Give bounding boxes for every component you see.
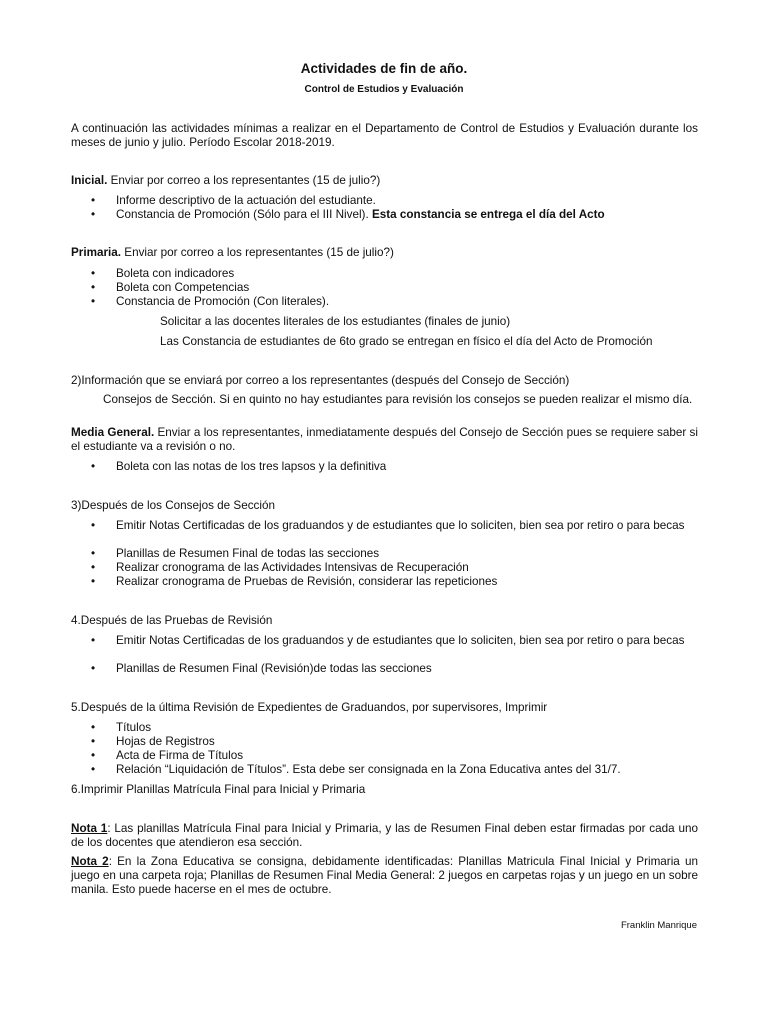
nota2-label: Nota 2: [71, 855, 109, 868]
nota2-paragraph: [71, 855, 698, 897]
inicial-text: Enviar por correo a los representantes (15 de julio?): [107, 174, 381, 187]
primaria-note: Solicitar a las docentes literales de los estudiantes (finales de junio): [160, 315, 511, 328]
document-subtitle: Control de Estudios y Evaluación: [304, 84, 464, 95]
media-general-paragraph: [71, 426, 698, 454]
list-item: • Títulos: [116, 721, 701, 735]
list-item: • Informe descriptivo de la actuación del estudiante.: [116, 194, 701, 208]
inicial-heading: [71, 174, 698, 188]
list-item: • Realizar cronograma de Pruebas de Revisión, considerar las repeticiones: [116, 575, 701, 589]
nota1-paragraph: [71, 822, 698, 850]
list-item: [116, 208, 701, 222]
primaria-heading: [71, 246, 698, 260]
list-item-text: Constancia de Promoción (Sólo para el III Nivel).: [116, 208, 369, 221]
section3-heading: 3)Después de los Consejos de Sección: [71, 499, 276, 512]
primaria-text: Enviar por correo a los representantes (15 de julio?): [121, 246, 394, 259]
intro-paragraph: A continuación las actividades mínimas a realizar en el Departamento de Control de Estudios y Evaluación durante los meses de junio y julio. Período Escolar 2018-2019.: [71, 122, 698, 149]
nota2-text: : En la Zona Educativa se consigna, debidamente identificadas: Planillas Matricula Final Inicial y Primaria un juego en una carpeta roja; Planillas de Resumen Final Media General: 2 juegos en carpetas rojas y un juego en un sobre manila. Esto puede hacerse en el mes de octubre.: [71, 855, 698, 896]
list-item: • Constancia de Promoción (Con literales).: [116, 295, 701, 309]
signature: Franklin Manrique: [620, 920, 697, 931]
list-item: • Emitir Notas Certificadas de los graduandos y de estudiantes que lo soliciten, bien sea por retiro o para becas: [116, 519, 701, 533]
list-item: • Emitir Notas Certificadas de los graduandos y de estudiantes que lo soliciten, bien sea por retiro o para becas: [116, 634, 701, 648]
list-item: • Realizar cronograma de las Actividades Intensivas de Recuperación: [116, 561, 701, 575]
section2-heading: 2)Información que se enviará por correo a los representantes (después del Consejo de Sección): [71, 374, 570, 387]
list-item: • Planillas de Resumen Final (Revisión)de todas las secciones: [116, 662, 701, 676]
list-item: • Boleta con Competencias: [116, 281, 701, 295]
section6-heading: 6.Imprimir Planillas Matrícula Final para Inicial y Primaria: [71, 783, 366, 796]
nota1-label: Nota 1: [71, 822, 108, 835]
list-item: • Boleta con las notas de los tres lapsos y la definitiva: [116, 460, 701, 474]
section4-heading: 4.Después de las Pruebas de Revisión: [71, 614, 273, 627]
list-item: • Relación “Liquidación de Títulos”. Esta debe ser consignada en la Zona Educativa antes del 31/7.: [116, 763, 701, 777]
primaria-note: Las Constancia de estudiantes de 6to grado se entregan en físico el día del Acto de Promoción: [160, 335, 653, 348]
document-title: Actividades de fin de año.: [300, 61, 468, 76]
list-item: • Hojas de Registros: [116, 735, 701, 749]
media-general-label: Media General.: [71, 426, 155, 439]
section2-paragraph: Consejos de Sección. Si en quinto no hay estudiantes para revisión los consejos se pueden realizar el mismo día.: [103, 393, 693, 406]
list-item: • Acta de Firma de Títulos: [116, 749, 701, 763]
list-item: • Boleta con indicadores: [116, 267, 701, 281]
section5-heading: 5.Después de la última Revisión de Expedientes de Graduandos, por supervisores, Imprimir: [71, 701, 548, 714]
list-item-emphasis: Esta constancia se entrega el día del Acto: [368, 208, 605, 221]
media-general-text: Enviar a los representantes, inmediatamente después del Consejo de Sección pues se requiere saber si el estudiante va a revisión o no.: [71, 426, 698, 453]
list-item: • Planillas de Resumen Final de todas las secciones: [116, 547, 701, 561]
inicial-label: Inicial.: [71, 174, 108, 187]
primaria-label: Primaria.: [71, 246, 122, 259]
nota1-text: : Las planillas Matrícula Final para Inicial y Primaria, y las de Resumen Final deben estar firmadas por cada uno de los docentes que atendieron esa sección.: [71, 822, 698, 849]
